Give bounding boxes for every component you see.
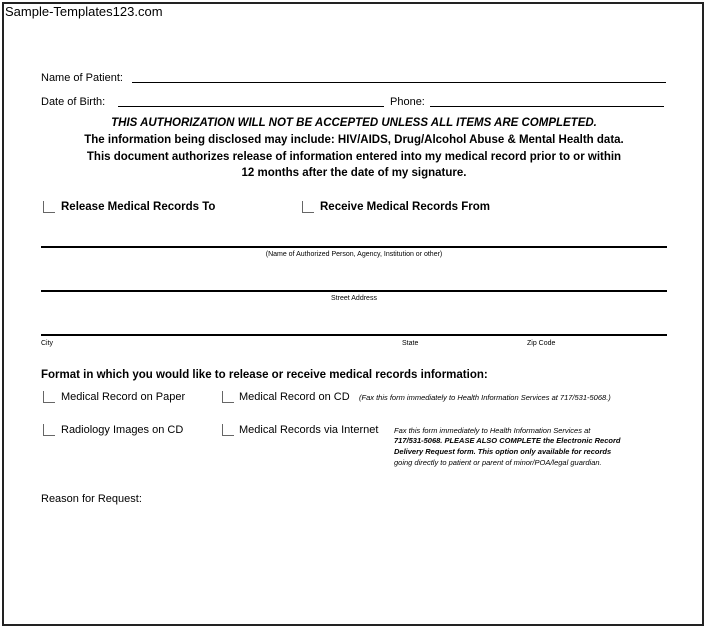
city-caption: City bbox=[41, 340, 54, 347]
street-address-caption: Street Address bbox=[331, 295, 377, 302]
dob-field[interactable] bbox=[118, 106, 384, 107]
internet-note-3: Delivery Request form. This option only available for records bbox=[394, 447, 612, 456]
phone-label: Phone: bbox=[390, 96, 425, 108]
release-checkbox[interactable] bbox=[43, 201, 55, 213]
disclosure-notice: The information being disclosed may include: HIV/AIDS, Drug/Alcohol Abuse & Mental Health data. bbox=[84, 134, 624, 146]
city-state-zip-field[interactable] bbox=[41, 334, 667, 336]
format-heading: Format in which you would like to release or receive medical records information: bbox=[41, 369, 488, 381]
zip-caption: Zip Code bbox=[527, 340, 556, 347]
paper-label: Medical Record on Paper bbox=[61, 391, 186, 403]
cd-fax-note: (Fax this form immediately to Health Information Services at 717/531-5068.) bbox=[359, 393, 611, 402]
street-address-field[interactable] bbox=[41, 290, 667, 292]
paper-checkbox[interactable] bbox=[43, 391, 55, 403]
radiology-label: Radiology Images on CD bbox=[61, 424, 184, 436]
receive-checkbox[interactable] bbox=[302, 201, 314, 213]
cd-label: Medical Record on CD bbox=[239, 391, 350, 403]
state-caption: State bbox=[402, 340, 419, 347]
release-label: Release Medical Records To bbox=[61, 201, 216, 213]
internet-note-2: 717/531-5068. PLEASE ALSO COMPLETE the Electronic Record bbox=[394, 436, 621, 445]
internet-note-1: Fax this form immediately to Health Information Services at bbox=[394, 426, 591, 435]
radiology-checkbox[interactable] bbox=[43, 424, 55, 436]
internet-checkbox[interactable] bbox=[222, 424, 234, 436]
reason-field[interactable] bbox=[150, 490, 660, 510]
reason-label: Reason for Request: bbox=[41, 493, 142, 505]
phone-field[interactable] bbox=[430, 106, 664, 107]
authorization-warning: THIS AUTHORIZATION WILL NOT BE ACCEPTED UNLESS ALL ITEMS ARE COMPLETED. bbox=[111, 117, 597, 129]
patient-name-label: Name of Patient: bbox=[41, 72, 123, 84]
watermark: Sample-Templates123.com bbox=[5, 4, 163, 19]
internet-label: Medical Records via Internet bbox=[239, 424, 379, 436]
page-border bbox=[2, 2, 704, 626]
internet-note-4: going directly to patient or parent of minor/POA/legal guardian. bbox=[394, 458, 602, 467]
authorization-notice-cont: 12 months after the date of my signature. bbox=[241, 167, 467, 179]
authorized-name-caption: (Name of Authorized Person, Agency, Institution or other) bbox=[265, 251, 443, 258]
authorized-name-field[interactable] bbox=[41, 246, 667, 248]
receive-label: Receive Medical Records From bbox=[320, 201, 491, 213]
patient-name-field[interactable] bbox=[132, 82, 666, 83]
authorization-notice: This document authorizes release of information entered into my medical record prior to or within bbox=[86, 151, 622, 163]
cd-checkbox[interactable] bbox=[222, 391, 234, 403]
dob-label: Date of Birth: bbox=[41, 96, 106, 108]
